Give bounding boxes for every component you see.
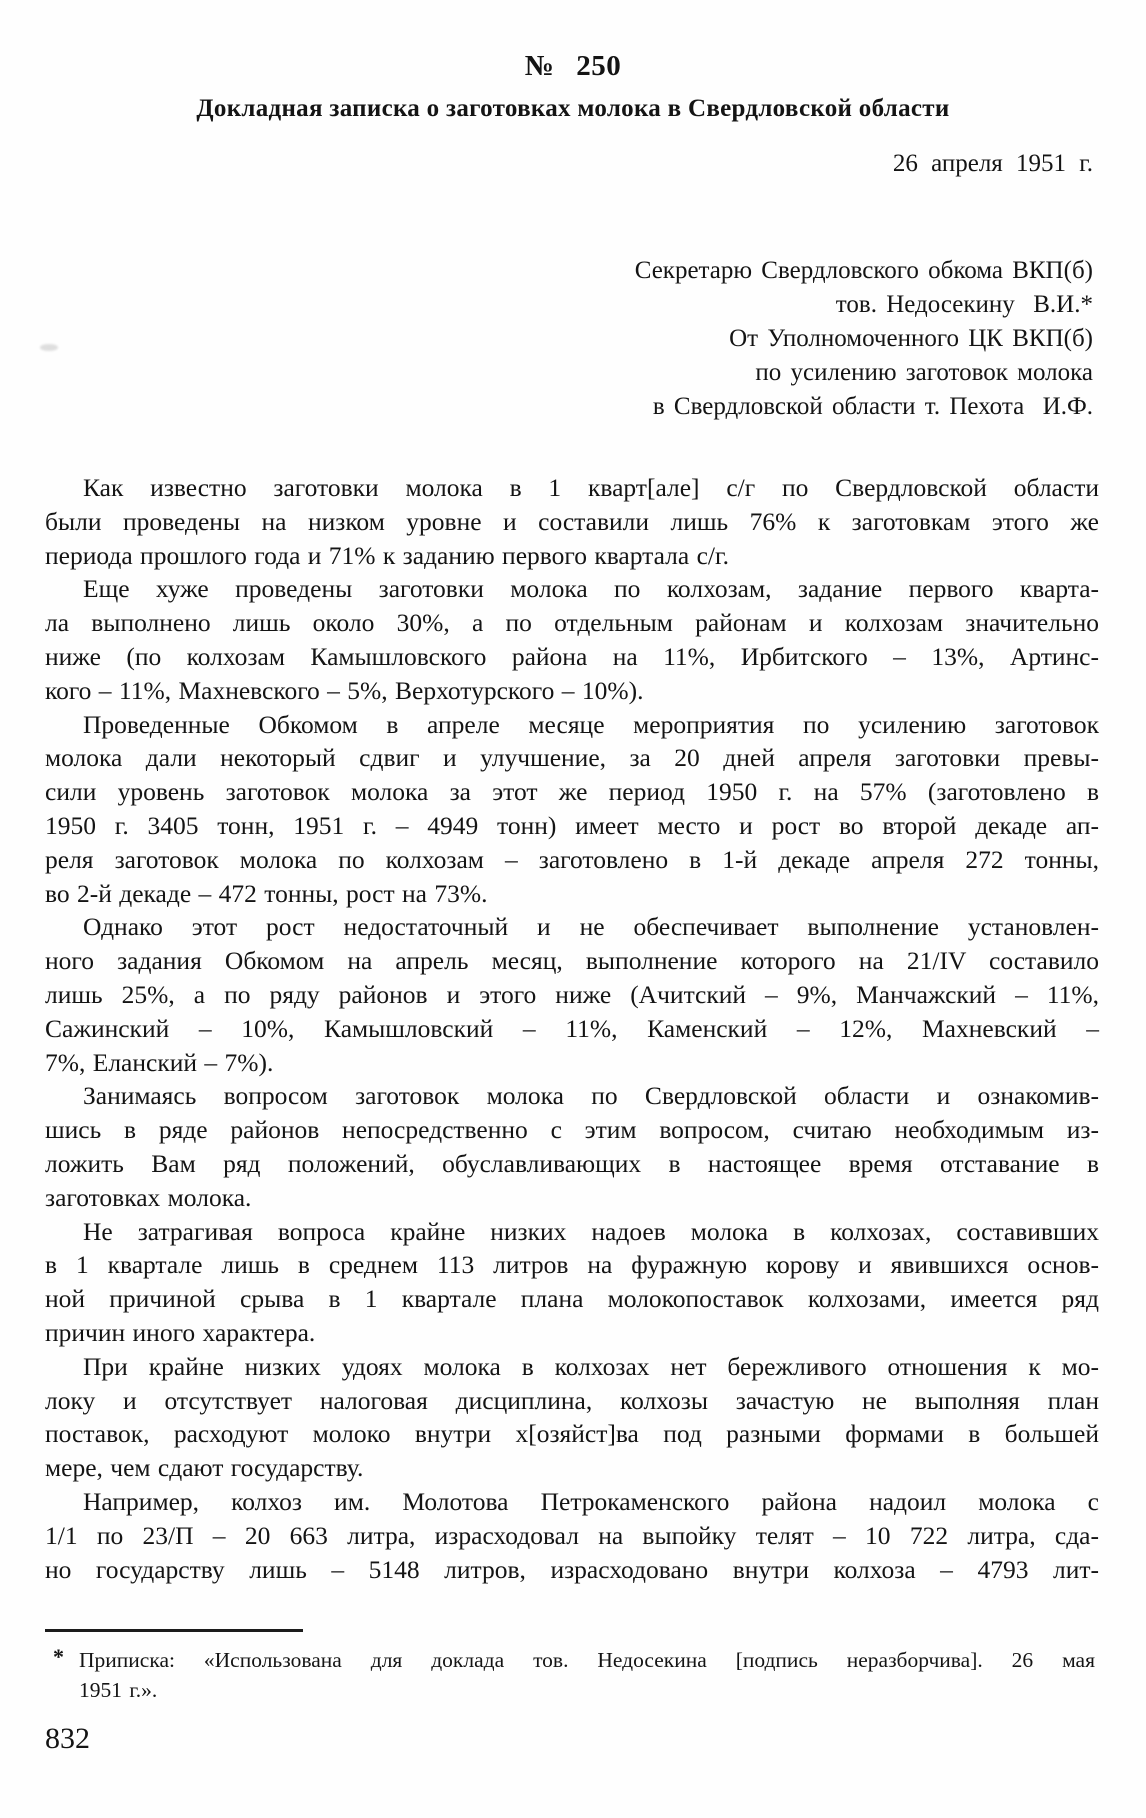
text-line: ложить Вам ряд положений, обуславливающих в настоящее время отставание в <box>45 1148 1099 1178</box>
text-line: Например, колхоз им. Молотова Петрокаменского района надоил молока с <box>83 1486 1099 1516</box>
footnote-divider <box>45 1629 303 1632</box>
addressee-line: Секретарю Свердловского обкома ВКП(б) <box>634 257 1093 284</box>
paragraph <box>45 708 1099 911</box>
footnote-marker: * <box>53 1644 64 1669</box>
paragraph <box>45 572 1099 707</box>
paragraph <box>45 910 1099 1079</box>
addressee-line: по усилению заготовок молока <box>755 359 1093 386</box>
text-line: во 2-й декаде – 472 тонны, рост на 73%. <box>45 878 488 908</box>
footnote-line: Приписка: «Использована для доклада тов. Недосекина [подпись неразборчива]. 26 мая <box>79 1648 1095 1672</box>
text-line: ниже (по колхозам Камышловского района на 11%, Ирбитского – 13%, Артинс- <box>45 641 1099 671</box>
text-line: кого – 11%, Махневского – 5%, Верхотурского – 10%). <box>45 675 644 705</box>
text-line: Как известно заготовки молока в 1 кварт[але] с/г по Свердловской области <box>83 473 1099 502</box>
text-line: 7%, Еланский – 7%). <box>45 1047 274 1077</box>
paragraph <box>45 1215 1099 1350</box>
text-line: периода прошлого года и 71% к заданию первого квартала с/г. <box>45 540 729 570</box>
text-line: но государству лишь – 5148 литров, израсходовано внутри колхоза – 4793 лит- <box>45 1554 1099 1584</box>
text-line: шись в ряде районов непосредственно с этим вопросом, считаю необходимым из- <box>45 1115 1099 1145</box>
document-body <box>45 471 1099 1586</box>
footnote-line: 1951 г.». <box>79 1678 158 1702</box>
scan-artifact <box>40 344 58 351</box>
text-line: были проведены на низком уровне и составили лишь 76% к заготовкам этого же <box>45 506 1099 536</box>
text-line: молока дали некоторый сдвиг и улучшение, за 20 дней апреля заготовки превы- <box>45 743 1099 773</box>
text-line: лишь 25%, а по ряду районов и этого ниже (Ачитский – 9%, Манчажский – 11%, <box>45 979 1099 1009</box>
text-line: Не затрагивая вопроса крайне низких надоев молока в колхозах, составивших <box>83 1216 1099 1246</box>
text-line: реля заготовок молока по колхозам – заготовлено в 1-й декаде апреля 272 тонны, <box>45 844 1099 874</box>
paragraph <box>45 471 1099 572</box>
footnote <box>45 1645 1095 1705</box>
text-line: При крайне низких удоях молока в колхозах нет бережливого отношения к мо- <box>83 1351 1099 1381</box>
text-line: в 1 квартале лишь в среднем 113 литров на фуражную корову и явившихся основ- <box>45 1250 1099 1280</box>
text-line: 1/1 по 23/П – 20 663 литра, израсходовал на выпойку телят – 10 722 литра, сда- <box>45 1520 1099 1550</box>
text-line: мере, чем сдают государству. <box>45 1453 364 1483</box>
text-line: Однако этот рост недостаточный и не обеспечивает выполнение установлен- <box>83 912 1099 942</box>
text-line: Еще хуже проведены заготовки молока по колхозам, задание первого кварта- <box>83 574 1099 604</box>
text-line: 1950 г. 3405 тонн, 1951 г. – 4949 тонн) имеет место и рост во второй декаде ап- <box>45 810 1099 840</box>
addressee-line: в Свердловской области т. Пехота И.Ф. <box>652 393 1093 420</box>
addressee-block <box>45 254 1093 424</box>
text-line: локу и отсутствует налоговая дисциплина, колхозы зачастую не выполняя план <box>45 1385 1099 1415</box>
text-line: причин иного характера. <box>45 1317 316 1347</box>
footnote-text <box>79 1645 1095 1705</box>
text-line: Занимаясь вопросом заготовок молока по Свердловской области и ознакомив- <box>83 1081 1099 1111</box>
text-line: ла выполнено лишь около 30%, а по отдельным районам и колхозам значительно <box>45 608 1099 638</box>
text-line: Сажинский – 10%, Камышловский – 11%, Каменский – 12%, Махневский – <box>45 1013 1099 1043</box>
addressee-line: тов. Недосекину В.И.* <box>835 291 1093 318</box>
page-number: 832 <box>45 1722 90 1755</box>
paragraph <box>45 1350 1099 1485</box>
paragraph <box>45 1485 1099 1586</box>
text-line: заготовках молока. <box>45 1182 252 1212</box>
addressee-line: От Уполномоченного ЦК ВКП(б) <box>729 325 1093 352</box>
doc-number: № 250 <box>524 50 622 82</box>
doc-title: Докладная записка о заготовках молока в Свердловской области <box>196 95 950 122</box>
text-line: ной причиной срыва в 1 квартале плана молокопоставок колхозами, имеется ряд <box>45 1284 1099 1314</box>
text-line: сили уровень заготовок молока за этот же период 1950 г. на 57% (заготовлено в <box>45 777 1099 807</box>
paragraph <box>45 1079 1099 1214</box>
doc-date: 26 апреля 1951 г. <box>892 150 1093 177</box>
text-line: Проведенные Обкомом в апреле месяце мероприятия по усилению заготовок <box>83 709 1099 739</box>
text-line: поставок, расходуют молоко внутри х[озяйст]ва под разными формами в большей <box>45 1419 1099 1449</box>
text-line: ного задания Обкомом на апрель месяц, выполнение которого на 21/IV составило <box>45 946 1099 976</box>
